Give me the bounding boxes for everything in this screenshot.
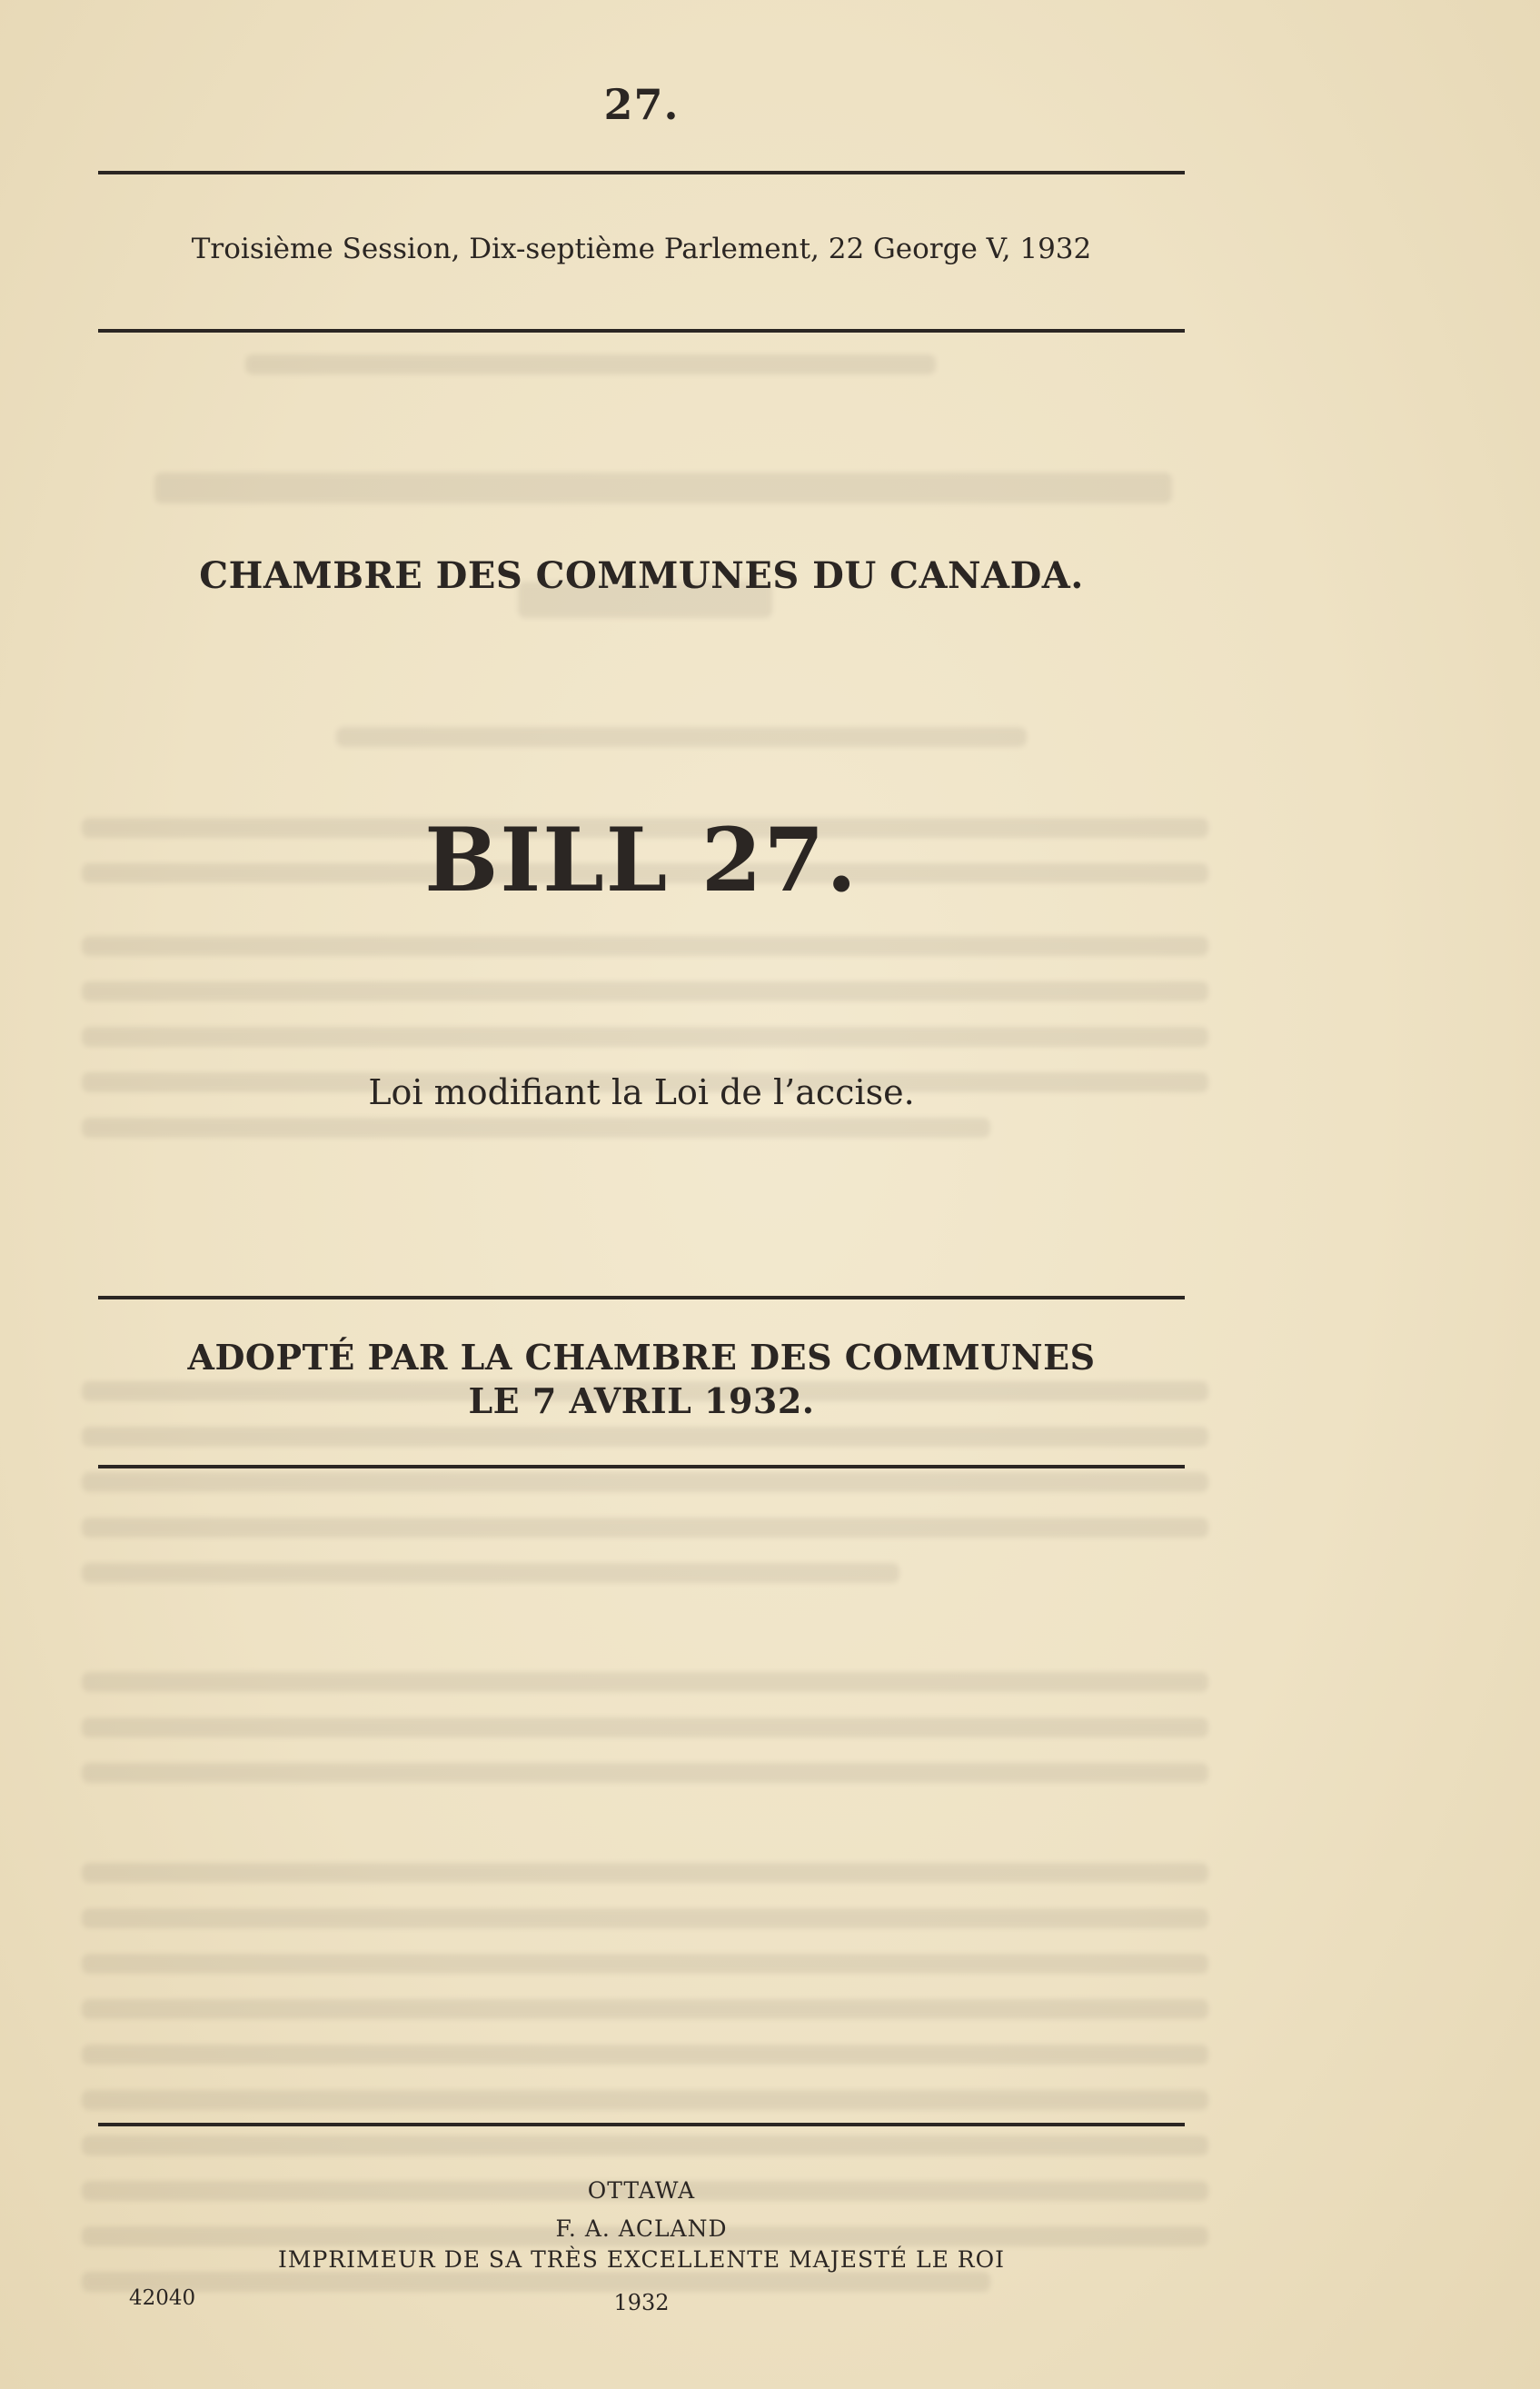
adopted-line-1: ADOPTÉ PAR LA CHAMBRE DES COMMUNES [187,1337,1096,1378]
document-number: 42040 [129,2286,196,2310]
bill-subtitle: Loi modifiant la Loi de l’accise. [368,1072,915,1112]
page-number: 27. [603,80,680,129]
adopted-top-rule [98,1296,1185,1299]
imprint-year: 1932 [613,2290,670,2315]
bill-title: BILL 27. [424,809,859,911]
top-rule [98,171,1185,174]
adopted-notice [98,1336,1185,1423]
adopted-bottom-rule [98,1465,1185,1468]
imprint-printer: F. A. ACLAND [555,2215,728,2242]
session-rule [98,329,1185,333]
session-line: Troisième Session, Dix-septième Parlement, 22 George V, 1932 [191,233,1092,265]
chamber-heading: CHAMBRE DES COMMUNES DU CANADA. [199,554,1084,597]
imprint-rule [98,2123,1185,2126]
adopted-line-2: LE 7 AVRIL 1932. [468,1380,815,1421]
imprint-printer-title: IMPRIMEUR DE SA TRÈS EXCELLENTE MAJESTÉ LE ROI [278,2246,1005,2273]
imprint-city: OTTAWA [587,2177,696,2204]
